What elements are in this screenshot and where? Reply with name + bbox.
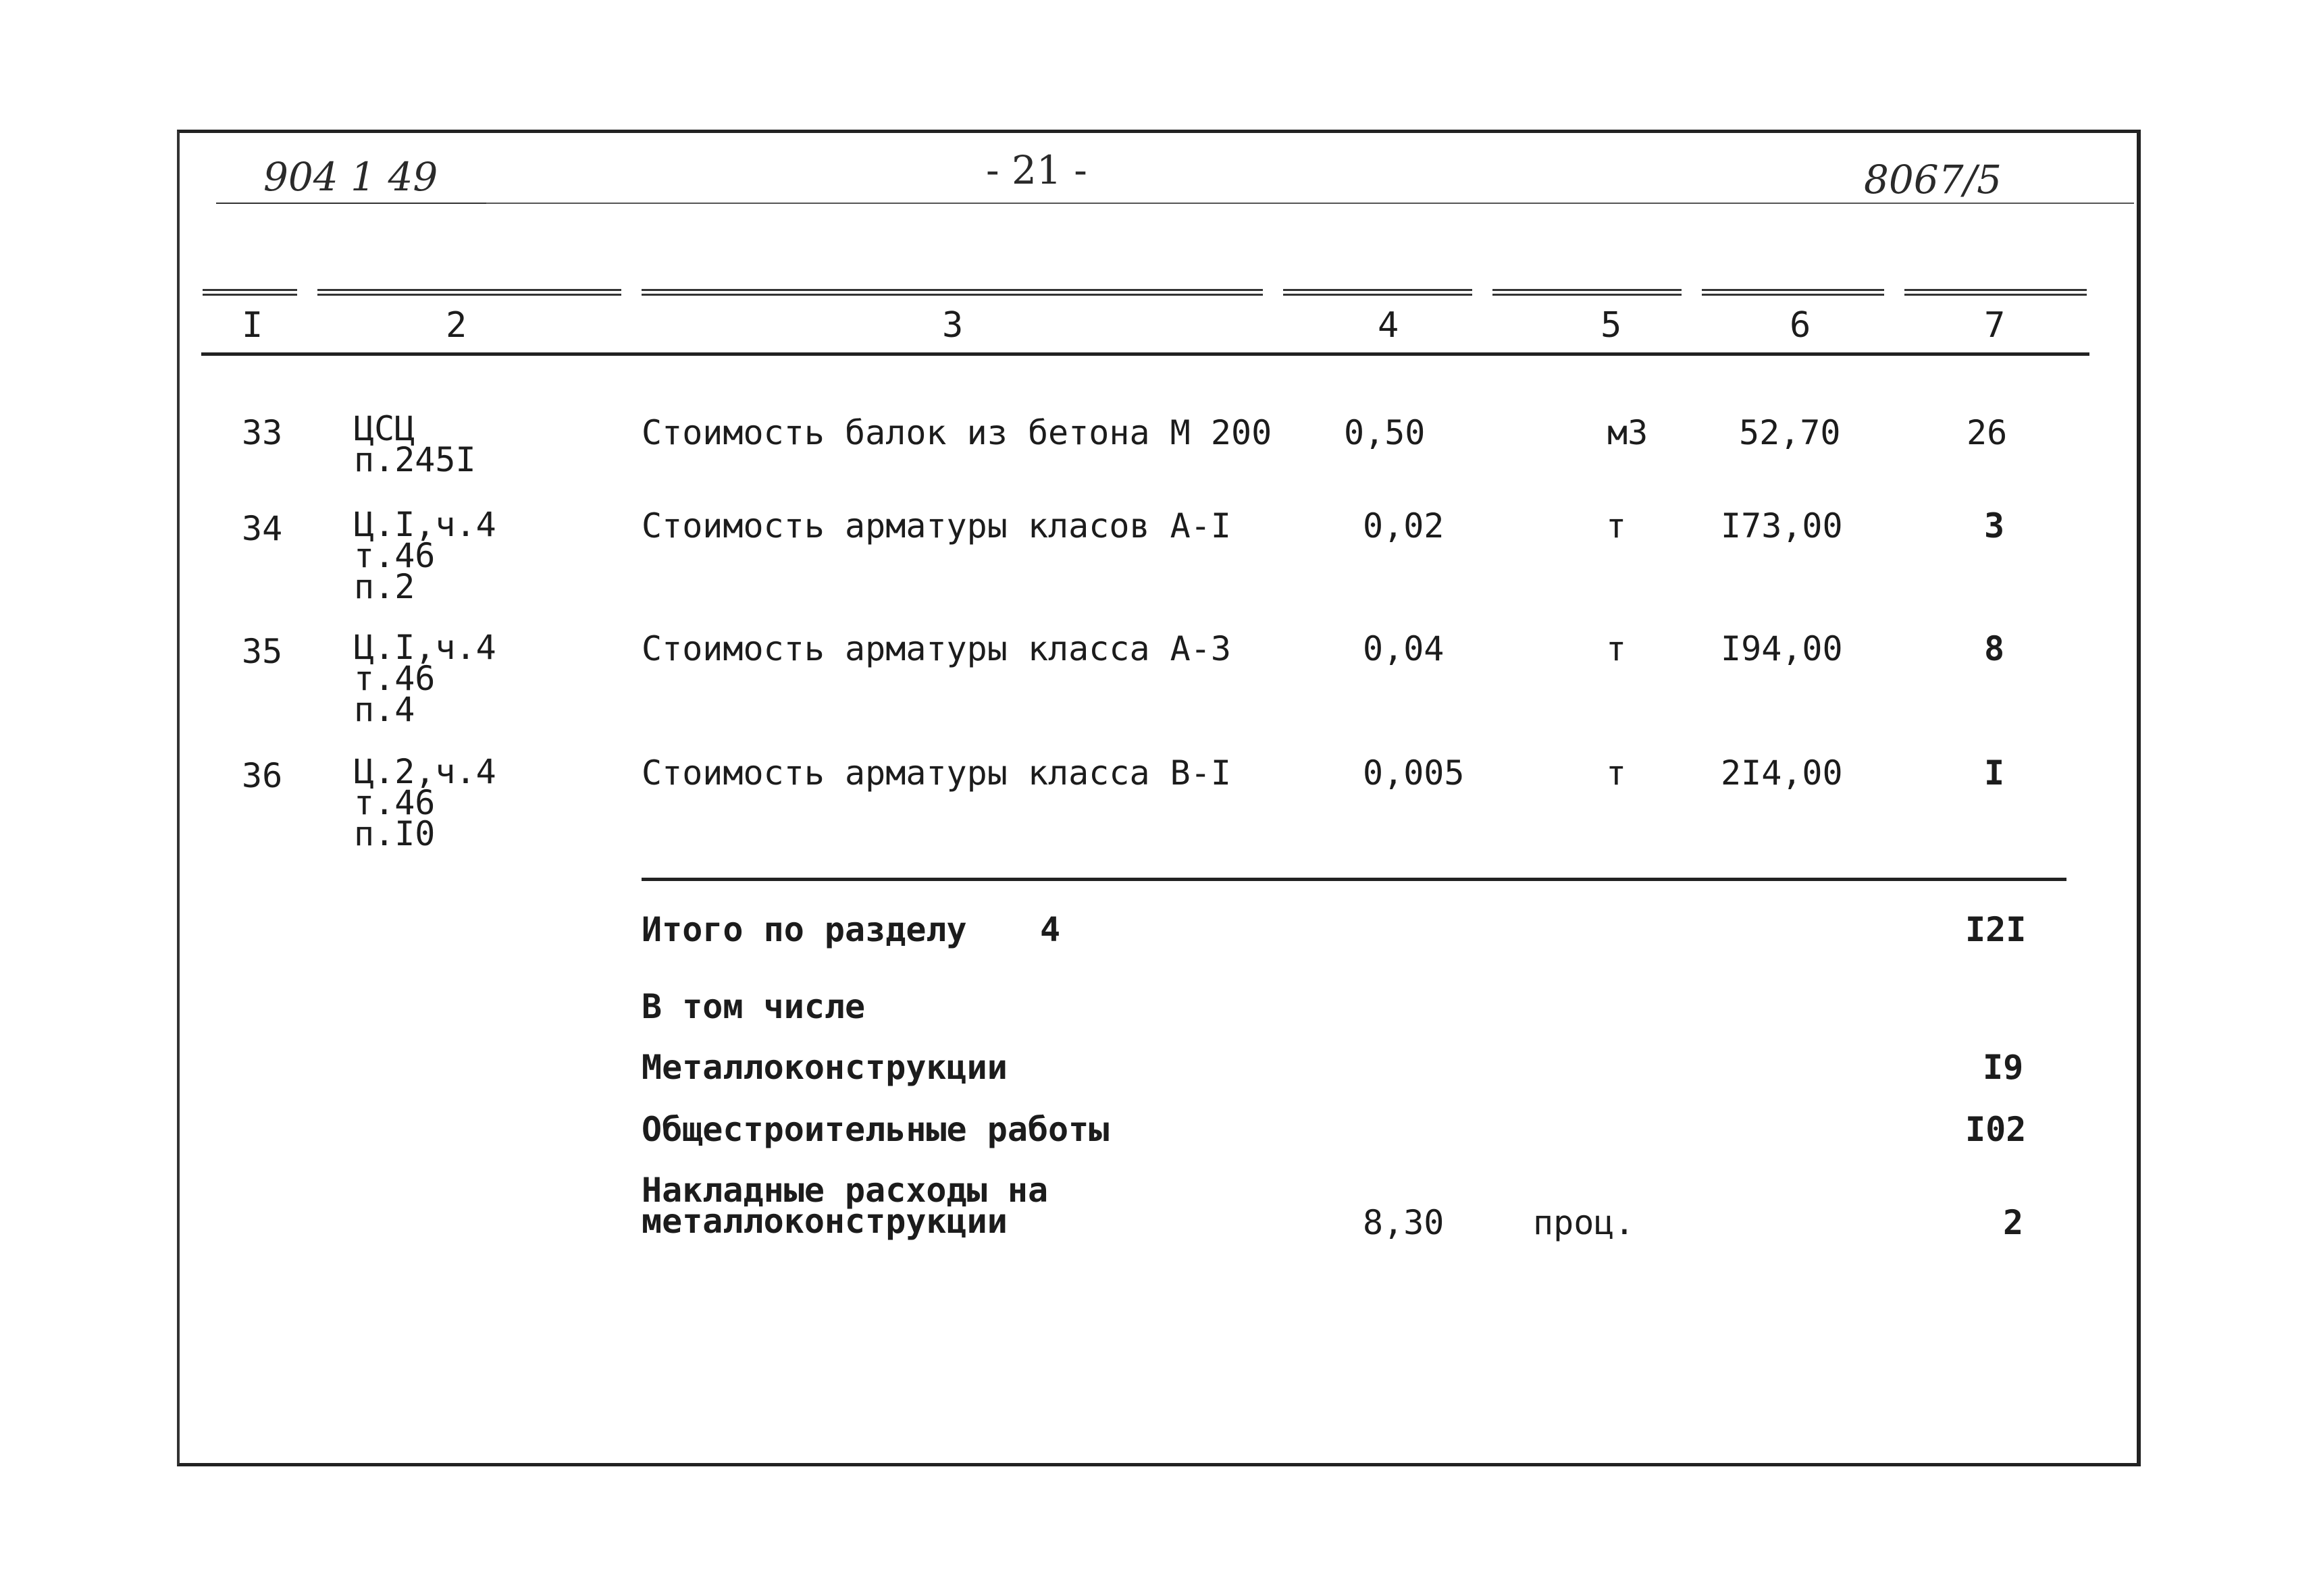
header-rule-col6 bbox=[1702, 289, 1884, 296]
header-rule bbox=[486, 203, 2134, 204]
row-reference: Ц.I,ч.4 т.46 п.2 bbox=[354, 505, 496, 606]
page-number: - 21 - bbox=[986, 147, 1087, 193]
header-rule-col2 bbox=[317, 289, 621, 296]
row-unit: т bbox=[1606, 506, 1627, 546]
header-rule-col7 bbox=[1904, 289, 2087, 296]
row-total: 3 bbox=[1984, 506, 2005, 546]
metal-value: I9 bbox=[1983, 1048, 2024, 1087]
col-num-1: I bbox=[242, 305, 263, 346]
header-rule-col4 bbox=[1283, 289, 1472, 296]
row-reference: ЦСЦ п.245I bbox=[354, 409, 476, 479]
row-description: Стоимость арматуры класса А-3 bbox=[642, 629, 1231, 668]
header-bottom-rule bbox=[201, 352, 2089, 356]
row-number: 36 bbox=[242, 756, 283, 795]
including-label: В том числе bbox=[642, 987, 866, 1026]
row-price: I73,00 bbox=[1721, 506, 1843, 546]
row-quantity: 0,04 bbox=[1363, 629, 1445, 668]
overhead-quantity: 8,30 bbox=[1363, 1203, 1445, 1242]
col-num-5: 5 bbox=[1601, 305, 1622, 346]
row-price: 52,70 bbox=[1739, 413, 1841, 452]
row-total: 8 bbox=[1984, 629, 2005, 668]
general-label: Общестроительные работы bbox=[642, 1110, 1110, 1149]
row-number: 34 bbox=[242, 509, 283, 548]
row-reference: Ц.2,ч.4 т.46 п.I0 bbox=[354, 752, 496, 853]
row-price: I94,00 bbox=[1721, 629, 1843, 668]
row-total: I bbox=[1984, 753, 2005, 793]
row-unit: т bbox=[1606, 753, 1627, 793]
overhead-label: Накладные расходы на металлоконструкции bbox=[642, 1171, 1049, 1241]
row-unit: т bbox=[1606, 629, 1627, 668]
row-quantity: 0,005 bbox=[1363, 753, 1465, 793]
row-description: Стоимость арматуры класса В-I bbox=[642, 753, 1231, 793]
header-rule-col5 bbox=[1492, 289, 1682, 296]
summary-rule bbox=[642, 878, 2066, 881]
header-rule-col1 bbox=[203, 289, 297, 296]
row-reference: Ц.I,ч.4 т.46 п.4 bbox=[354, 628, 496, 729]
col-num-7: 7 bbox=[1984, 305, 2006, 346]
header-rule-col3 bbox=[642, 289, 1263, 296]
row-unit: м3 bbox=[1607, 413, 1648, 452]
col-num-4: 4 bbox=[1378, 305, 1399, 346]
col-num-6: 6 bbox=[1790, 305, 1811, 346]
row-total: 26 bbox=[1967, 413, 2008, 452]
col-num-3: 3 bbox=[942, 305, 964, 346]
row-description: Стоимость балок из бетона М 200 bbox=[642, 413, 1272, 452]
section-total-value: I2I bbox=[1965, 910, 2027, 949]
section-number: 4 bbox=[1040, 910, 1061, 949]
section-total-label: Итого по разделу bbox=[642, 910, 967, 949]
row-quantity: 0,50 bbox=[1344, 413, 1426, 452]
col-num-2: 2 bbox=[446, 305, 467, 346]
row-description: Стоимость арматуры класов А-I bbox=[642, 506, 1231, 546]
overhead-unit: проц. bbox=[1533, 1203, 1635, 1242]
overhead-value: 2 bbox=[2003, 1203, 2024, 1242]
header-left-underline bbox=[216, 203, 486, 204]
row-number: 33 bbox=[242, 413, 283, 452]
row-quantity: 0,02 bbox=[1363, 506, 1445, 546]
row-number: 35 bbox=[242, 632, 283, 671]
metal-label: Металлоконструкции bbox=[642, 1048, 1008, 1087]
header-right-note: 8067/5 bbox=[1864, 157, 2002, 203]
header-left-note: 904 1 49 bbox=[263, 154, 438, 200]
row-price: 2I4,00 bbox=[1721, 753, 1843, 793]
general-value: I02 bbox=[1965, 1110, 2027, 1149]
